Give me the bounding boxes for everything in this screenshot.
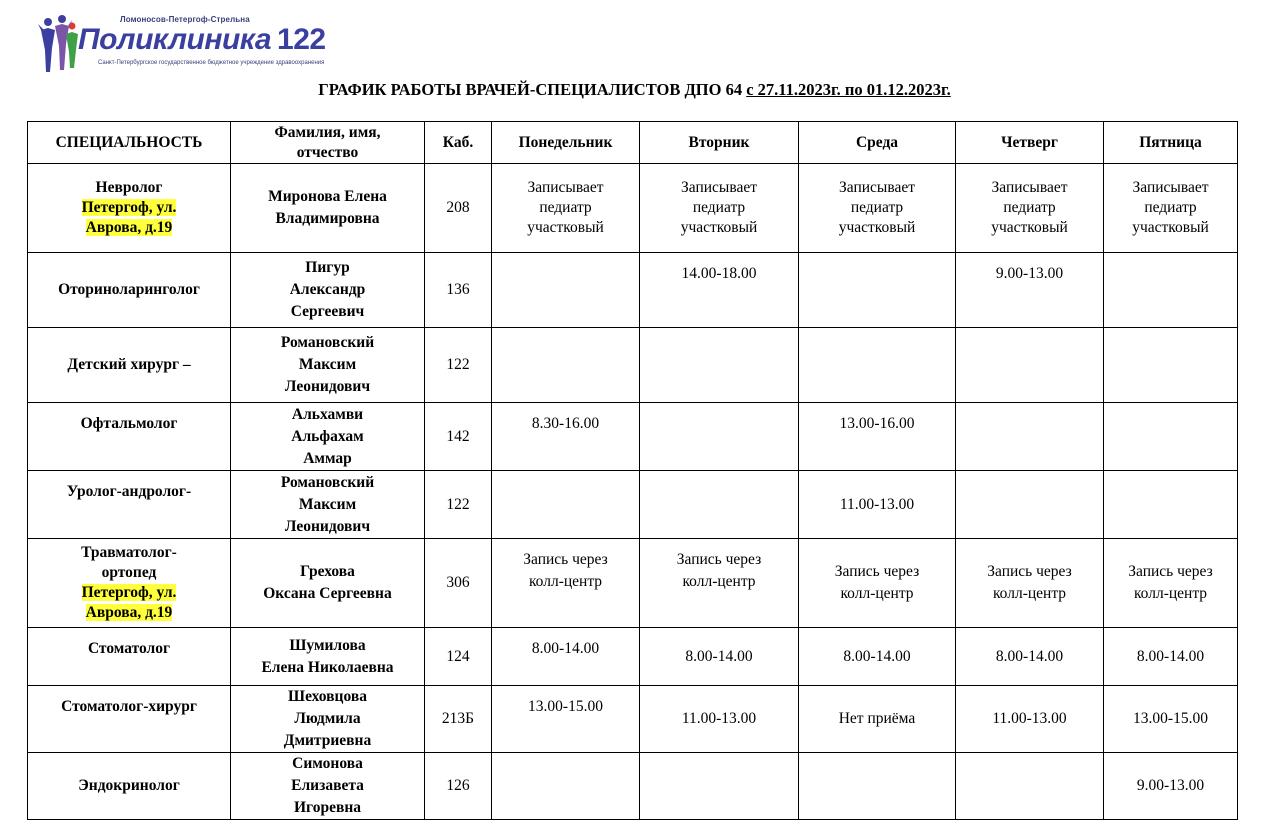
room-cell: 136 [425, 253, 492, 328]
table-header-row [28, 122, 1238, 164]
tuesday-cell: 14.00-18.00 [640, 253, 799, 328]
thursday-cell: 8.00-14.00 [956, 628, 1104, 686]
schedule-text: педиатр [692, 199, 746, 216]
tuesday-cell [640, 403, 799, 471]
header-name-line: отчество [296, 143, 359, 161]
tuesday-cell: 8.00-14.00 [640, 628, 799, 686]
schedule-text: колл-центр [1133, 585, 1208, 602]
table-row [28, 753, 1238, 820]
doctor-name-line: Максим [298, 495, 357, 513]
logo-title [78, 23, 326, 57]
table-row [28, 539, 1238, 628]
specialty-cell: Оториноларинголог [28, 253, 231, 328]
table-row [28, 164, 1238, 253]
doctor-name-line: Альфахам [291, 427, 364, 445]
monday-cell [492, 164, 640, 253]
doctor-name-line: Людмила [294, 710, 361, 727]
room-cell: 122 [425, 471, 492, 539]
table-row [28, 403, 1238, 471]
clinic-logo [38, 14, 326, 76]
wednesday-cell: 13.00-16.00 [799, 403, 956, 471]
thursday-cell [956, 471, 1104, 539]
specialty-cell: Детский хирург – [28, 328, 231, 403]
doctor-name-cell [231, 253, 425, 328]
specialty-cell [28, 539, 231, 628]
friday-cell [1104, 328, 1238, 403]
schedule-text: педиатр [1003, 199, 1056, 216]
friday-cell: 8.00-14.00 [1104, 628, 1238, 686]
document-title-text: ГРАФИК РАБОТЫ ВРАЧЕЙ-СПЕЦИАЛИСТОВ ДПО 64 [318, 80, 743, 99]
schedule-table [27, 121, 1238, 820]
thursday-cell: 11.00-13.00 [956, 686, 1104, 753]
doctor-name-line: Оксана Сергеевна [263, 585, 392, 602]
tuesday-cell: 11.00-13.00 [640, 686, 799, 753]
friday-cell [1104, 539, 1238, 628]
table-row [28, 628, 1238, 686]
friday-cell [1104, 164, 1238, 253]
header-name [231, 122, 425, 164]
wednesday-cell [799, 164, 956, 253]
header-friday: Пятница [1104, 122, 1238, 164]
schedule-text: участковый [1132, 219, 1209, 236]
wednesday-cell: Нет приёма [799, 686, 956, 753]
header-tuesday: Вторник [640, 122, 799, 164]
location-highlight: Петергоф, ул. [81, 584, 177, 601]
schedule-text: колл-центр [528, 573, 603, 590]
monday-cell [492, 471, 640, 539]
thursday-cell [956, 403, 1104, 471]
doctor-name-line: Симонова [292, 755, 363, 772]
schedule-text: колл-центр [682, 573, 756, 590]
thursday-cell: 9.00-13.00 [956, 253, 1104, 328]
doctor-name-line: Аммар [303, 449, 352, 467]
schedule-text: колл-центр [992, 585, 1067, 602]
schedule-text: педиатр [1144, 199, 1197, 216]
room-cell: 306 [425, 539, 492, 628]
schedule-text: Запись через [987, 563, 1072, 580]
schedule-text: Записывает [527, 179, 604, 196]
schedule-text: педиатр [850, 199, 904, 216]
friday-cell [1104, 253, 1238, 328]
monday-cell: 13.00-15.00 [492, 686, 640, 753]
doctor-name-cell [231, 403, 425, 471]
doctor-name-line: Романовский [280, 334, 375, 351]
friday-cell [1104, 471, 1238, 539]
room-cell: 213Б [425, 686, 492, 753]
doctor-name-line: Леонидович [284, 517, 371, 535]
wednesday-cell: 8.00-14.00 [799, 628, 956, 686]
table-row [28, 328, 1238, 403]
doctor-name-line: Леонидович [284, 378, 371, 395]
schedule-text: участковый [991, 219, 1068, 236]
thursday-cell [956, 539, 1104, 628]
doctor-name-line: Дмитриевна [283, 732, 372, 749]
doctor-name-line: Игоревна [293, 799, 361, 816]
schedule-text: Записывает [839, 179, 915, 196]
tuesday-cell [640, 164, 799, 253]
logo-title-text: Поликлиника [78, 23, 272, 56]
doctor-name-line: Елена Николаевна [261, 658, 394, 676]
schedule-text: Запись через [676, 551, 762, 568]
doctor-name-line: Альхамви [291, 405, 364, 423]
document-dates: с 27.11.2023г. по 01.12.2023г. [746, 80, 951, 99]
friday-cell [1104, 403, 1238, 471]
doctor-name-cell [231, 628, 425, 686]
room-cell: 122 [425, 328, 492, 403]
monday-cell: 8.00-14.00 [492, 628, 640, 686]
doctor-name-line: Шеховцова [288, 688, 367, 705]
doctor-name-cell [231, 686, 425, 753]
room-cell: 124 [425, 628, 492, 686]
friday-cell: 9.00-13.00 [1104, 753, 1238, 820]
doctor-name-cell [231, 328, 425, 403]
thursday-cell [956, 328, 1104, 403]
specialty-cell: Офтальмолог [28, 403, 231, 471]
doctor-name-line: Владимировна [275, 210, 380, 227]
specialty-text: Невролог [95, 179, 163, 196]
specialty-cell: Стоматолог [28, 628, 231, 686]
header-wednesday: Среда [799, 122, 956, 164]
friday-cell: 13.00-15.00 [1104, 686, 1238, 753]
room-cell: 142 [425, 403, 492, 471]
table-row [28, 686, 1238, 753]
specialty-text: Травматолог- [81, 544, 177, 561]
schedule-text: участковый [527, 219, 604, 236]
monday-cell [492, 328, 640, 403]
specialty-cell: Эндокринолог [28, 753, 231, 820]
thursday-cell [956, 164, 1104, 253]
location-highlight: Аврова, д.19 [85, 219, 173, 236]
schedule-text: педиатр [539, 199, 592, 216]
schedule-text: Записывает [991, 179, 1068, 196]
monday-cell [492, 539, 640, 628]
wednesday-cell: 11.00-13.00 [799, 471, 956, 539]
specialty-cell [28, 164, 231, 253]
header-thursday: Четверг [956, 122, 1104, 164]
wednesday-cell [799, 753, 956, 820]
schedule-text: Запись через [834, 563, 920, 580]
schedule-text: Запись через [523, 551, 608, 568]
header-room: Каб. [425, 122, 492, 164]
logo-number: 122 [277, 23, 326, 56]
wednesday-cell [799, 253, 956, 328]
room-cell: 208 [425, 164, 492, 253]
doctor-name-line: Пигур [305, 259, 350, 276]
monday-cell [492, 253, 640, 328]
doctor-name-cell [231, 471, 425, 539]
schedule-text: Записывает [1132, 179, 1209, 196]
monday-cell [492, 753, 640, 820]
specialty-cell: Уролог-андролог- [28, 471, 231, 539]
header-monday: Понедельник [492, 122, 640, 164]
table-row [28, 253, 1238, 328]
doctor-name-line: Романовский [280, 473, 375, 491]
monday-cell: 8.30-16.00 [492, 403, 640, 471]
tuesday-cell [640, 539, 799, 628]
schedule-text: колл-центр [840, 585, 914, 602]
doctor-name-line: Грехова [300, 563, 355, 580]
doctor-name-cell [231, 753, 425, 820]
doctor-name-line: Шумилова [289, 636, 366, 654]
schedule-text: Запись через [1128, 563, 1213, 580]
location-highlight: Петергоф, ул. [81, 199, 177, 216]
thursday-cell [956, 753, 1104, 820]
doctor-name-line: Максим [298, 356, 357, 373]
doctor-name-cell [231, 539, 425, 628]
document-title [0, 80, 1269, 100]
schedule-text: участковый [680, 219, 758, 236]
tuesday-cell [640, 753, 799, 820]
header-specialty: СПЕЦИАЛЬНОСТЬ [28, 122, 231, 164]
room-cell: 126 [425, 753, 492, 820]
tuesday-cell [640, 471, 799, 539]
doctor-name-line: Елизавета [291, 777, 364, 794]
tuesday-cell [640, 328, 799, 403]
doctor-name-line: Миронова Елена [268, 188, 387, 205]
doctor-name-line: Александр [289, 281, 366, 298]
doctor-name-cell [231, 164, 425, 253]
schedule-text: участковый [838, 219, 916, 236]
wednesday-cell [799, 539, 956, 628]
table-row [28, 471, 1238, 539]
wednesday-cell [799, 328, 956, 403]
header-name-line: Фамилия, имя, [274, 123, 381, 141]
logo-top-text: Ломоносов-Петергоф-Стрельна [120, 15, 250, 24]
specialty-text: ортопед [101, 564, 157, 581]
location-highlight: Аврова, д.19 [85, 604, 173, 621]
specialty-cell: Стоматолог-хирург [28, 686, 231, 753]
doctor-name-line: Сергеевич [290, 303, 365, 320]
logo-subtitle: Санкт-Петербургское государственное бюджетное учреждение здравоохранения [98, 60, 325, 66]
schedule-text: Записывает [681, 179, 757, 196]
